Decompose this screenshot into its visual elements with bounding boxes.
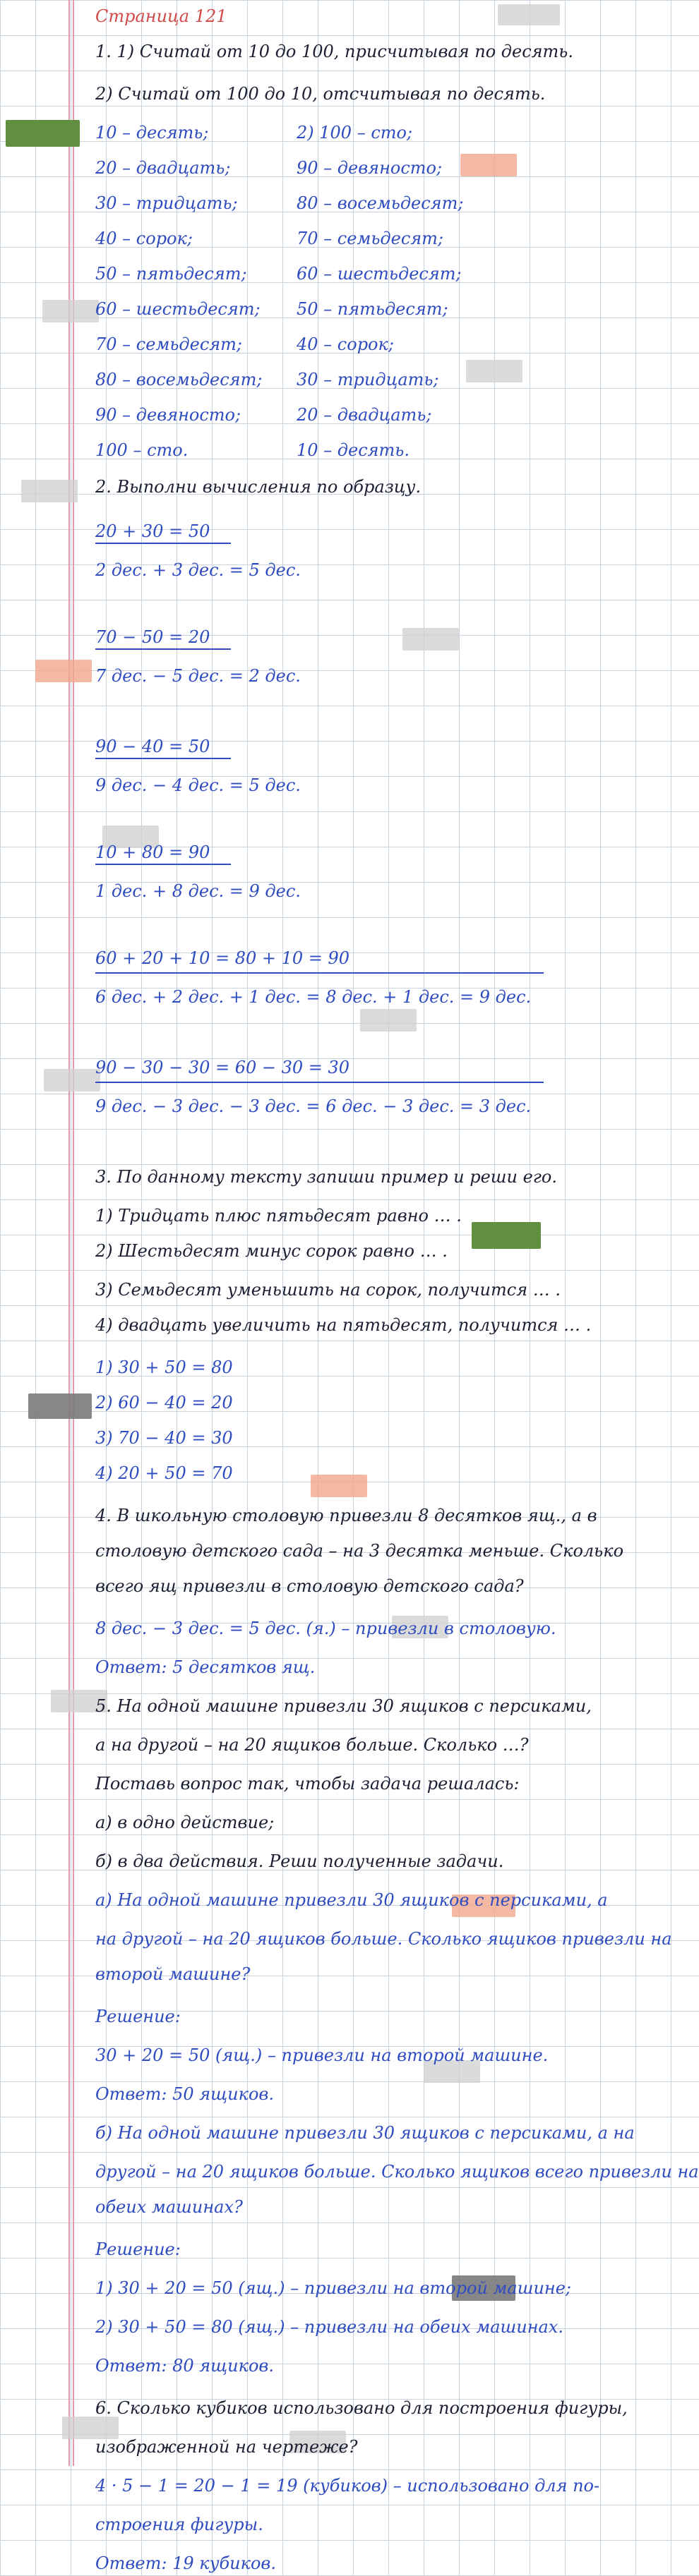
- text-line: 4. В школьную столовую привезли 8 десятков ящ., а в: [95, 1506, 597, 1525]
- text-line: другой – на 20 ящиков больше. Сколько ящиков всего привезли на: [95, 2162, 699, 2182]
- example-equation: [95, 840, 231, 865]
- watermark-logo: [42, 300, 99, 322]
- count-up-item: 60 – шестьдесят;: [95, 299, 261, 319]
- example-equation-text: 20 + 30 = 50: [95, 521, 231, 544]
- text-line: 2) Считай от 100 до 10, отсчитывая по десять.: [95, 84, 546, 104]
- count-down-item: 30 – тридцать;: [297, 370, 439, 389]
- example-equation: [95, 1055, 544, 1083]
- text-line: Решение:: [95, 2239, 181, 2259]
- text-line: а на другой – на 20 ящиков больше. Сколько …?: [95, 1735, 529, 1755]
- count-up-item: 20 – двадцать;: [95, 158, 231, 178]
- count-up-item: 30 – тридцать;: [95, 193, 238, 213]
- text-line: второй машине?: [95, 1964, 251, 1984]
- count-down-item: 80 – восемьдесят;: [297, 193, 464, 213]
- watermark-logo: [28, 1393, 92, 1419]
- text-line: столовую детского сада – на 3 десятка меньше. Сколько: [95, 1541, 624, 1561]
- text-line: а) На одной машине привезли 30 ящиков с персиками, а: [95, 1890, 608, 1910]
- text-line: б) На одной машине привезли 30 ящиков с персиками, а на: [95, 2123, 635, 2143]
- example-decades: 2 дес. + 3 дес. = 5 дес.: [95, 560, 301, 580]
- count-up-item: 70 – семьдесят;: [95, 334, 242, 354]
- count-up-item: 90 – девяносто;: [95, 405, 241, 425]
- count-down-item: 50 – пятьдесят;: [297, 299, 448, 319]
- count-down-item: 20 – двадцать;: [297, 405, 432, 425]
- count-down-item: 40 – сорок;: [297, 334, 394, 354]
- example-decades: 1 дес. + 8 дес. = 9 дес.: [95, 881, 301, 901]
- text-line: 2) Шестьдесят минус сорок равно … .: [95, 1241, 448, 1261]
- example-decades: 9 дес. − 4 дес. = 5 дес.: [95, 775, 301, 795]
- task2-title: 2. Выполни вычисления по образцу.: [95, 477, 422, 497]
- page-title: Страница 121: [95, 6, 227, 26]
- text-line: б) в два действия. Реши полученные задачи.: [95, 1851, 504, 1871]
- text-line: 5. На одной машине привезли 30 ящиков с персиками,: [95, 1696, 592, 1716]
- count-up-item: 40 – сорок;: [95, 229, 193, 248]
- text-line: а) в одно действие;: [95, 1813, 275, 1832]
- text-line: Поставь вопрос так, чтобы задача решалась:: [95, 1774, 520, 1794]
- text-line: на другой – на 20 ящиков больше. Сколько ящиков привезли на: [95, 1929, 672, 1949]
- count-down-item: 70 – семьдесят;: [297, 229, 443, 248]
- watermark-logo: [21, 480, 78, 502]
- example-equation-text: 70 − 50 = 20: [95, 627, 231, 650]
- example-equation-text: 10 + 80 = 90: [95, 842, 231, 865]
- count-up-item: 80 – восемьдесят;: [95, 370, 263, 389]
- text-line: всего ящ привезли в столовую детского сада?: [95, 1576, 524, 1596]
- notebook-page: [95, 0, 699, 2573]
- text-line: 3) Семьдесят уменьшить на сорок, получится … .: [95, 1280, 561, 1300]
- example-decades: 9 дес. − 3 дес. − 3 дес. = 6 дес. − 3 дес. = 3 дес.: [95, 1096, 532, 1116]
- example-equation: [95, 519, 231, 544]
- count-down-item: 10 – десять.: [297, 440, 410, 460]
- example-equation: [95, 734, 231, 759]
- count-down-item: 2) 100 – сто;: [297, 123, 413, 143]
- example-decades: 7 дес. − 5 дес. = 2 дес.: [95, 666, 301, 686]
- notebook-margin-line-left: [68, 0, 70, 2466]
- text-line: 2) 30 + 50 = 80 (ящ.) – привезли на обеих машинах.: [95, 2317, 564, 2337]
- text-line: 1) 30 + 20 = 50 (ящ.) – привезли на второй машине;: [95, 2278, 571, 2298]
- text-line: 4) двадцать увеличить на пятьдесят, получится … .: [95, 1315, 592, 1335]
- watermark-logo: [6, 120, 80, 147]
- example-equation: [95, 624, 231, 650]
- text-line: 3. По данному тексту запиши пример и реши его.: [95, 1167, 557, 1187]
- text-line: 6. Сколько кубиков использовано для построения фигуры,: [95, 2398, 628, 2418]
- text-line: 1) 30 + 50 = 80: [95, 1357, 233, 1377]
- text-line: Решение:: [95, 2007, 181, 2026]
- count-up-item: 50 – пятьдесят;: [95, 264, 247, 284]
- count-down-item: 60 – шестьдесят;: [297, 264, 462, 284]
- text-line: 4) 20 + 50 = 70: [95, 1463, 233, 1483]
- count-up-item: 100 – сто.: [95, 440, 189, 460]
- notebook-margin-line-right: [73, 0, 74, 2466]
- example-equation: [95, 945, 544, 974]
- watermark-logo: [35, 660, 92, 682]
- text-line: Ответ: 50 ящиков.: [95, 2084, 274, 2104]
- text-line: Ответ: 19 кубиков.: [95, 2553, 276, 2573]
- text-line: 1) Тридцать плюс пятьдесят равно … .: [95, 1206, 462, 1226]
- text-line: 30 + 20 = 50 (ящ.) – привезли на второй машине.: [95, 2045, 549, 2065]
- text-line: строения фигуры.: [95, 2515, 263, 2534]
- example-equation-text: 90 − 30 − 30 = 60 − 30 = 30: [95, 1055, 544, 1083]
- text-line: 4 · 5 − 1 = 20 − 1 = 19 (кубиков) – использовано для по-: [95, 2476, 600, 2496]
- count-up-item: 10 – десять;: [95, 123, 209, 143]
- example-decades: 6 дес. + 2 дес. + 1 дес. = 8 дес. + 1 дес. = 9 дес.: [95, 987, 532, 1007]
- watermark-logo: [44, 1069, 100, 1092]
- text-line: 1. 1) Считай от 10 до 100, присчитывая по десять.: [95, 42, 573, 61]
- text-line: 3) 70 − 40 = 30: [95, 1428, 233, 1448]
- count-down-item: 90 – девяносто;: [297, 158, 443, 178]
- text-line: 8 дес. − 3 дес. = 5 дес. (я.) – привезли в столовую.: [95, 1619, 556, 1638]
- text-line: Ответ: 80 ящиков.: [95, 2356, 274, 2376]
- text-line: обеих машинах?: [95, 2197, 243, 2217]
- text-line: изображенной на чертеже?: [95, 2437, 358, 2457]
- example-equation-text: 90 − 40 = 50: [95, 737, 231, 759]
- text-line: 2) 60 − 40 = 20: [95, 1393, 233, 1413]
- text-line: Ответ: 5 десятков ящ.: [95, 1657, 316, 1677]
- example-equation-text: 60 + 20 + 10 = 80 + 10 = 90: [95, 945, 544, 974]
